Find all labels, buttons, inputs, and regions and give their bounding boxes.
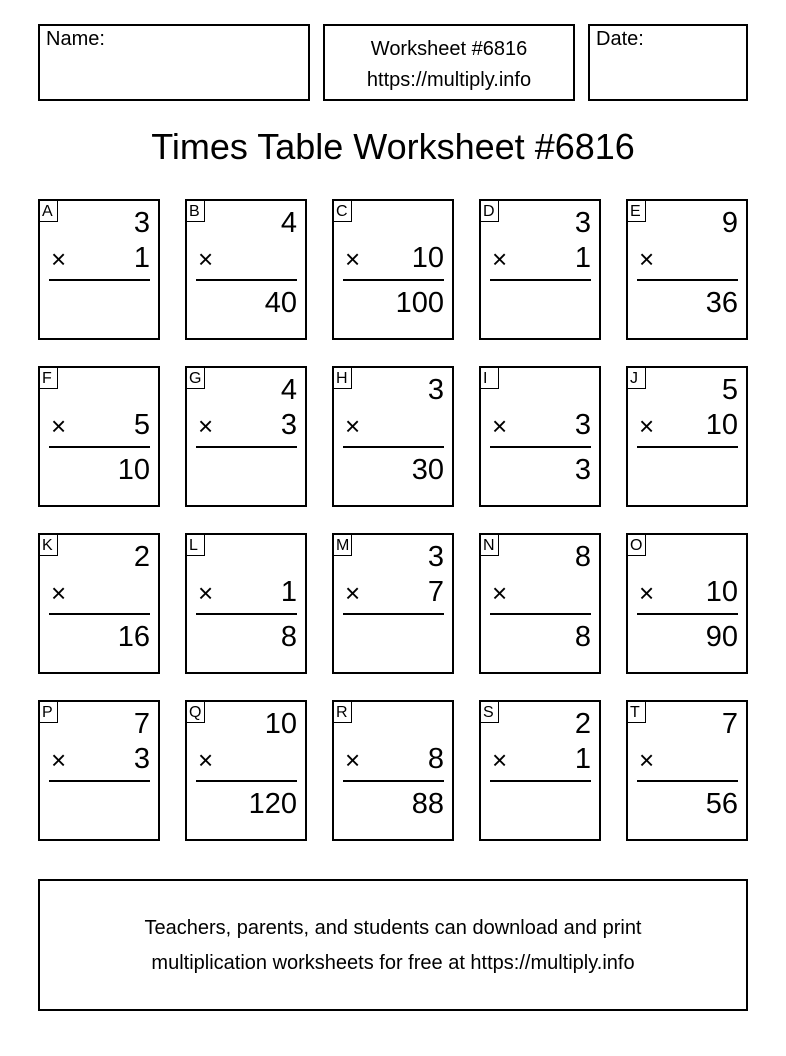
answer-line xyxy=(49,780,150,782)
product: 8 xyxy=(574,621,591,653)
product: 88 xyxy=(411,788,444,820)
problem-card xyxy=(185,700,307,841)
problem-letter: M xyxy=(334,535,352,556)
multiplier: 1 xyxy=(574,743,591,775)
problem-letter: P xyxy=(40,702,58,723)
multiplier: 5 xyxy=(133,409,150,441)
multiplicand: 10 xyxy=(264,708,297,740)
answer-line xyxy=(490,613,591,615)
answer-line xyxy=(490,446,591,448)
times-sign: × xyxy=(345,578,361,608)
multiplicand: 9 xyxy=(721,207,738,239)
problem-card xyxy=(332,533,454,674)
multiplier: 1 xyxy=(133,242,150,274)
product: 56 xyxy=(705,788,738,820)
multiplicand: 3 xyxy=(133,207,150,239)
answer-line xyxy=(637,780,738,782)
problem-card xyxy=(626,366,748,507)
problem-letter: B xyxy=(187,201,205,222)
times-sign: × xyxy=(639,578,655,608)
multiplicand: 3 xyxy=(427,374,444,406)
multiplier: 3 xyxy=(280,409,297,441)
multiplicand: 7 xyxy=(721,708,738,740)
name-label: Name: xyxy=(46,28,105,50)
problem-card xyxy=(185,199,307,340)
problem-letter: S xyxy=(481,702,499,723)
name-box[interactable] xyxy=(38,24,310,101)
answer-line xyxy=(637,613,738,615)
answer-line xyxy=(196,279,297,281)
multiplicand: 7 xyxy=(133,708,150,740)
problem-letter: C xyxy=(334,201,352,222)
problem-card xyxy=(332,199,454,340)
problem-card xyxy=(185,533,307,674)
times-sign: × xyxy=(492,745,508,775)
product: 10 xyxy=(117,454,150,486)
problem-card xyxy=(38,366,160,507)
answer-line xyxy=(637,446,738,448)
problem-card xyxy=(479,533,601,674)
problem-letter: Q xyxy=(187,702,205,723)
problem-letter: I xyxy=(481,368,499,389)
times-sign: × xyxy=(639,745,655,775)
answer-line xyxy=(343,446,444,448)
problem-letter: H xyxy=(334,368,352,389)
times-sign: × xyxy=(492,411,508,441)
problem-card xyxy=(38,533,160,674)
times-sign: × xyxy=(639,411,655,441)
problem-letter: N xyxy=(481,535,499,556)
multiplier: 8 xyxy=(427,743,444,775)
problem-card xyxy=(626,700,748,841)
times-sign: × xyxy=(198,244,214,274)
times-sign: × xyxy=(198,411,214,441)
problem-letter: O xyxy=(628,535,646,556)
product: 100 xyxy=(395,287,444,319)
multiplier: 10 xyxy=(411,242,444,274)
page-title: Times Table Worksheet #6816 xyxy=(151,126,635,167)
problem-card xyxy=(332,366,454,507)
multiplier: 7 xyxy=(427,576,444,608)
multiplier: 10 xyxy=(705,576,738,608)
product: 36 xyxy=(705,287,738,319)
times-sign: × xyxy=(345,745,361,775)
answer-line xyxy=(343,613,444,615)
answer-line xyxy=(343,780,444,782)
product: 90 xyxy=(705,621,738,653)
date-label: Date: xyxy=(596,28,644,50)
multiplicand: 2 xyxy=(574,708,591,740)
footer-line-1: Teachers, parents, and students can download and print xyxy=(144,917,642,939)
answer-line xyxy=(49,446,150,448)
footer-box xyxy=(38,879,748,1011)
problem-card xyxy=(332,700,454,841)
problem-letter: E xyxy=(628,201,646,222)
times-sign: × xyxy=(51,244,67,274)
product: 16 xyxy=(117,621,150,653)
problem-letter: K xyxy=(40,535,58,556)
multiplicand: 8 xyxy=(574,541,591,573)
answer-line xyxy=(49,613,150,615)
problem-card xyxy=(626,199,748,340)
problem-letter: G xyxy=(187,368,205,389)
answer-line xyxy=(490,279,591,281)
answer-line xyxy=(637,279,738,281)
product: 30 xyxy=(411,454,444,486)
answer-line xyxy=(49,279,150,281)
answer-line xyxy=(196,446,297,448)
date-box[interactable] xyxy=(588,24,748,101)
multiplier: 3 xyxy=(133,743,150,775)
product: 120 xyxy=(248,788,297,820)
answer-line xyxy=(196,613,297,615)
times-sign: × xyxy=(492,578,508,608)
times-sign: × xyxy=(345,411,361,441)
problem-card xyxy=(479,700,601,841)
problem-card xyxy=(38,199,160,340)
problem-letter: R xyxy=(334,702,352,723)
problem-card xyxy=(479,199,601,340)
problem-letter: J xyxy=(628,368,646,389)
worksheet-info-box xyxy=(323,24,575,101)
product: 8 xyxy=(280,621,297,653)
multiplier: 10 xyxy=(705,409,738,441)
multiplicand: 5 xyxy=(721,374,738,406)
times-sign: × xyxy=(492,244,508,274)
times-sign: × xyxy=(198,578,214,608)
problem-letter: T xyxy=(628,702,646,723)
multiplier: 1 xyxy=(280,576,297,608)
problem-letter: D xyxy=(481,201,499,222)
multiplicand: 4 xyxy=(280,207,297,239)
times-sign: × xyxy=(345,244,361,274)
times-sign: × xyxy=(639,244,655,274)
multiplicand: 2 xyxy=(133,541,150,573)
footer-line-2: multiplication worksheets for free at https://multiply.info xyxy=(151,952,635,974)
multiplicand: 4 xyxy=(280,374,297,406)
problem-letter: F xyxy=(40,368,58,389)
times-sign: × xyxy=(51,578,67,608)
multiplier: 3 xyxy=(574,409,591,441)
worksheet-url: https://multiply.info xyxy=(366,69,532,91)
answer-line xyxy=(490,780,591,782)
multiplicand: 3 xyxy=(427,541,444,573)
problem-letter: L xyxy=(187,535,205,556)
multiplicand: 3 xyxy=(574,207,591,239)
answer-line xyxy=(196,780,297,782)
problem-card xyxy=(479,366,601,507)
multiplier: 1 xyxy=(574,242,591,274)
worksheet-number: Worksheet #6816 xyxy=(370,38,528,60)
problem-letter: A xyxy=(40,201,58,222)
answer-line xyxy=(343,279,444,281)
problem-card xyxy=(38,700,160,841)
times-sign: × xyxy=(51,411,67,441)
product: 40 xyxy=(264,287,297,319)
product: 3 xyxy=(574,454,591,486)
problem-card xyxy=(185,366,307,507)
problem-card xyxy=(626,533,748,674)
times-sign: × xyxy=(51,745,67,775)
times-sign: × xyxy=(198,745,214,775)
